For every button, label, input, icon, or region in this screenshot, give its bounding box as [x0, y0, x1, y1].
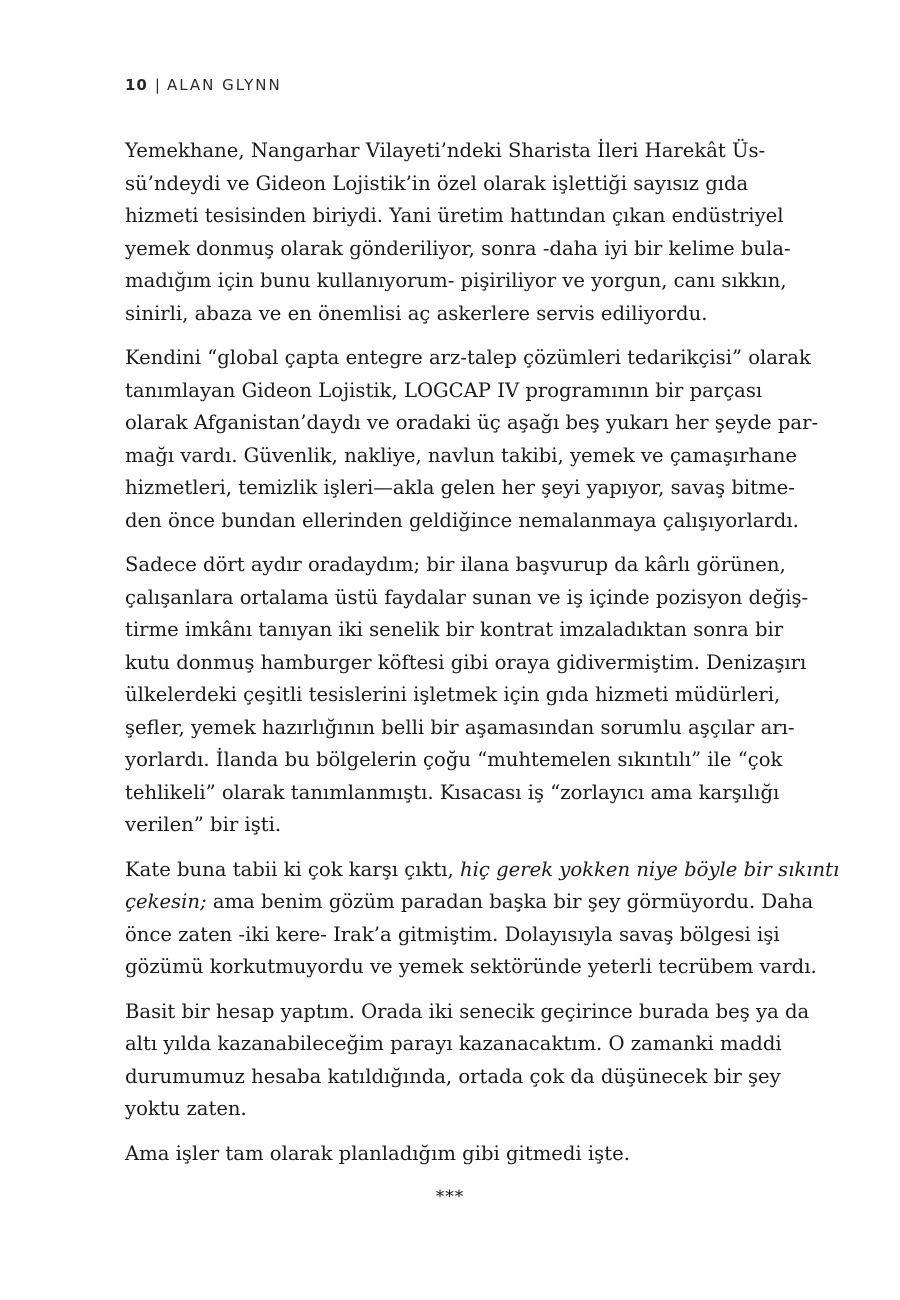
text-line: Sadece dört aydır oradaydım; bir ilana başvurup da kârlı görünen,: [125, 553, 786, 576]
text-line: yoktu zaten.: [125, 1097, 247, 1120]
text-line: mağı vardı. Güvenlik, nakliye, navlun takibi, yemek ve çamaşırhane: [125, 443, 797, 467]
text-line: yemek donmuş olarak gönderiliyor, sonra -daha iyi bir kelime bula-: [125, 236, 791, 260]
text-run: Kate buna tabii ki çok karşı çıktı,: [125, 857, 460, 881]
paragraph-6: [125, 1138, 744, 1171]
text-line: [125, 854, 840, 887]
body-text: [125, 135, 840, 1182]
text-line: Kendini “global çapta entegre arz-talep çözümleri tedarikçisi” olarak: [125, 346, 811, 369]
text-line: altı yılda kazanabileceğim parayı kazanacaktım. O zamanki maddi: [125, 1032, 782, 1055]
page-number: 10: [125, 76, 148, 94]
text-run: ama benim gözüm paradan başka bir şey görmüyordu. Daha: [206, 890, 814, 913]
text-line: tirme imkânı tanıyan iki senelik bir kontrat imzaladıktan sonra bir: [125, 618, 784, 641]
text-line: çalışanlara ortalama üstü faydalar sunan ve iş içinde pozisyon değiş-: [125, 585, 809, 609]
text-line: şefler, yemek hazırlığının belli bir aşamasından sorumlu aşçılar arı-: [125, 715, 795, 739]
running-header: [125, 76, 282, 94]
text-line: ülkelerdeki çeşitli tesislerini işletmek için gıda hizmeti müdürleri,: [125, 683, 781, 706]
text-line: yorlardı. İlanda bu bölgelerin çoğu “muhtemelen sıkıntılı” ile “çok: [125, 748, 783, 771]
paragraph-4: [125, 854, 840, 984]
italic-run: hiç gerek yokken niye böyle bir sıkıntı: [460, 857, 840, 881]
text-line: verilen” bir işti.: [125, 813, 282, 836]
text-line: gözümü korkutmuyordu ve yemek sektöründe yeterli tecrübem vardı.: [125, 955, 817, 978]
paragraph-1: [125, 135, 791, 330]
text-line: kutu donmuş hamburger köftesi gibi oraya gidivermiştim. Denizaşırı: [125, 650, 807, 674]
text-line: hizmetleri, temizlik işleri—akla gelen her şeyi yapıyor, savaş bitme-: [125, 476, 795, 499]
text-line: hizmeti tesisinden biriydi. Yani üretim hattından çıkan endüstriyel: [125, 204, 784, 227]
author-name: ALAN GLYNN: [166, 76, 282, 94]
paragraph-2: [125, 342, 819, 537]
text-line: Ama işler tam olarak planladığım gibi gitmedi işte.: [125, 1141, 630, 1165]
text-line: Basit bir hesap yaptım. Orada iki senecik geçirince burada beş ya da: [125, 999, 810, 1023]
paragraph-3: [125, 549, 809, 842]
paragraph-5: [125, 996, 810, 1126]
text-line: den önce bundan ellerinden geldiğince nemalanmaya çalışıyorlardı.: [125, 508, 799, 532]
text-line: madığım için bunu kullanıyorum- pişiriliyor ve yorgun, canı sıkkın,: [125, 269, 787, 292]
header-separator: |: [154, 76, 160, 94]
text-line: durumumuz hesaba katıldığında, ortada çok da düşünecek bir şey: [125, 1064, 781, 1088]
text-line: tanımlayan Gideon Lojistik, LOGCAP IV programının bir parçası: [125, 378, 763, 402]
text-line: olarak Afganistan’daydı ve oradaki üç aşağı beş yukarı her şeyde par-: [125, 411, 819, 434]
text-line: tehlikeli” olarak tanımlanmıştı. Kısacası iş “zorlayıcı ama karşılığı: [125, 780, 780, 804]
italic-run: çekesin;: [125, 890, 207, 913]
scene-break: ***: [435, 1187, 465, 1207]
text-line: Yemekhane, Nangarhar Vilayeti’ndeki Sharista İleri Harekât Üs-: [125, 139, 766, 162]
text-line: sü’ndeydi ve Gideon Lojistik’in özel olarak işlettiği sayısız gıda: [125, 171, 749, 195]
text-line: önce zaten -iki kere- Irak’a gitmiştim. Dolayısıyla savaş bölgesi işi: [125, 922, 780, 946]
text-line: sinirli, abaza ve en önemlisi aç askerlere servis ediliyordu.: [125, 301, 708, 325]
text-line: [125, 886, 814, 919]
